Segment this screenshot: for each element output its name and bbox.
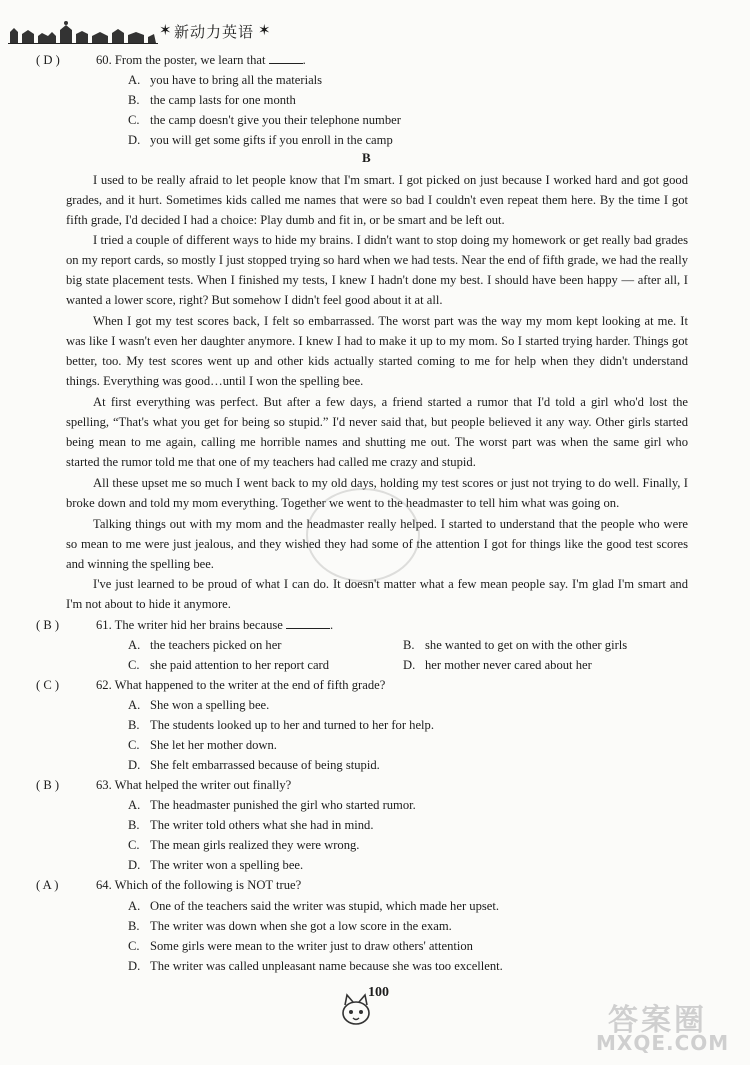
question-61: ( B ) 61. The writer hid her brains because . bbox=[36, 618, 334, 632]
passage-paragraph: All these upset me so much I went back to my old days, holding my test scores or just not trying to do well. Finally, I broke down and told my mom everything. Together we went to the headmaster to tell him what was going on. bbox=[66, 476, 688, 511]
watermark-line1: 答案圈 bbox=[608, 1003, 707, 1038]
option-62-c: C. She let her mother down. bbox=[128, 738, 277, 752]
question-stem: 62. What happened to the writer at the end of fifth grade? bbox=[96, 678, 386, 692]
option-64-c: C. Some girls were mean to the writer just to draw others' attention bbox=[128, 939, 473, 953]
question-60: ( D ) 60. From the poster, we learn that . bbox=[36, 53, 306, 67]
question-stem: 63. What helped the writer out finally? bbox=[96, 778, 292, 792]
option-63-a: A. The headmaster punished the girl who started rumor. bbox=[128, 798, 416, 812]
option-61-d: D. her mother never cared about her bbox=[403, 658, 592, 672]
faded-stamp bbox=[306, 488, 420, 582]
question-stem: 64. Which of the following is NOT true? bbox=[96, 878, 302, 892]
option-60-c: C. the camp doesn't give you their telephone number bbox=[128, 113, 401, 127]
star-icon: ✶ bbox=[258, 23, 271, 39]
option-63-c: C. The mean girls realized they were wrong. bbox=[128, 838, 360, 852]
watermark bbox=[596, 995, 736, 1057]
question-63 bbox=[36, 776, 291, 794]
passage-paragraph: I used to be really afraid to let people know that I'm smart. I got picked on just because I worked hard and got good grades, and it hurt. Sometimes kids called me names that were so bad I couldn't even repeat them here. By the time I got fifth grade, I'd decided I had a choice: Play dumb and fit in, or be smart and be left out. bbox=[66, 173, 688, 228]
option-61-a: A. the teachers picked on her bbox=[128, 638, 282, 652]
star-icon: ✶ bbox=[159, 23, 172, 39]
passage-paragraph: I tried a couple of different ways to hide my brains. I didn't want to stop doing my homework or get really bad grades on my report cards, so mostly I just stopped trying so hard when we had tests. Near the end of fifth grade, we had the really big state placement tests. When I finished my tests, I knew I hadn't done my best. I should have been happy — after all, I wanted a lower score, right? But somehow I didn't feel good about it at all. bbox=[66, 233, 688, 308]
answer-blank bbox=[286, 616, 330, 629]
option-60-a: A. you have to bring all the materials bbox=[128, 73, 323, 87]
question-stem: 60. From the poster, we learn that bbox=[96, 53, 266, 67]
option-60-b: B. the camp lasts for one month bbox=[128, 93, 296, 107]
passage-paragraph: When I got my test scores back, I felt so embarrassed. The worst part was the way my mom kept looking at me. It was like I wasn't even her daughter anymore. I knew I had to make it up to my mom. So I started trying harder. Things got better, too. My test scores went up and other kids actually started coming to me for help when they didn't understand things. Everything was good…until I won the spelling bee. bbox=[66, 314, 688, 389]
passage-paragraph: I've just learned to be proud of what I can do. It doesn't matter what a few mean people say. I'm glad I'm smart and I'm not about to hide it anymore. bbox=[66, 577, 688, 612]
answer-mark: ( B ) bbox=[36, 618, 60, 632]
answer-mark: ( C ) bbox=[36, 678, 60, 692]
section-label: B bbox=[362, 150, 371, 165]
book-title: 新动力英语 bbox=[174, 23, 255, 41]
passage-paragraph: At first everything was perfect. But after a few days, a friend started a rumor that I'd told a girl who'd lost the spelling, “That's what you get for being so stupid.” I'd never said that, but people believed it any way. Other girls started being mean to me again, calling me horrible names and shutting me out. The worst part was when the same girl who started the rumor told me that one of my teachers had called me crazy and stupid. bbox=[66, 395, 688, 470]
option-63-d: D. The writer won a spelling bee. bbox=[128, 858, 304, 872]
option-62-d: D. She felt embarrassed because of being stupid. bbox=[128, 758, 380, 772]
passage-paragraph: Talking things out with my mom and the headmaster really helped. I started to understand that the people who were so mean to me were just jealous, and they wished they had some of the attention I got for things like the good test scores and winning the spelling bee. bbox=[66, 517, 688, 572]
option-61-c: C. she paid attention to her report card bbox=[128, 658, 330, 672]
watermark-line2: MXQE.COM bbox=[596, 1031, 730, 1055]
question-stem: 61. The writer hid her brains because bbox=[96, 618, 283, 632]
option-64-a: A. One of the teachers said the writer was stupid, which made her upset. bbox=[128, 899, 500, 913]
answer-mark: ( B ) bbox=[36, 778, 60, 792]
answer-mark: ( D ) bbox=[36, 53, 60, 67]
option-60-d: D. you will get some gifts if you enroll in the camp bbox=[128, 133, 393, 147]
answer-blank bbox=[269, 51, 303, 64]
option-62-a: A. She won a spelling bee. bbox=[128, 698, 270, 712]
question-64 bbox=[36, 876, 301, 894]
answer-mark: ( A ) bbox=[36, 878, 59, 892]
option-61-b: B. she wanted to get on with the other girls bbox=[403, 638, 628, 652]
option-62-b: B. The students looked up to her and turned to her for help. bbox=[128, 718, 434, 732]
question-62 bbox=[36, 676, 385, 694]
option-64-d: D. The writer was called unpleasant name because she was too excellent. bbox=[128, 959, 503, 973]
option-63-b: B. The writer told others what she had in mind. bbox=[128, 818, 374, 832]
option-64-b: B. The writer was down when she got a low score in the exam. bbox=[128, 919, 452, 933]
page-number: 100 bbox=[368, 985, 389, 1000]
